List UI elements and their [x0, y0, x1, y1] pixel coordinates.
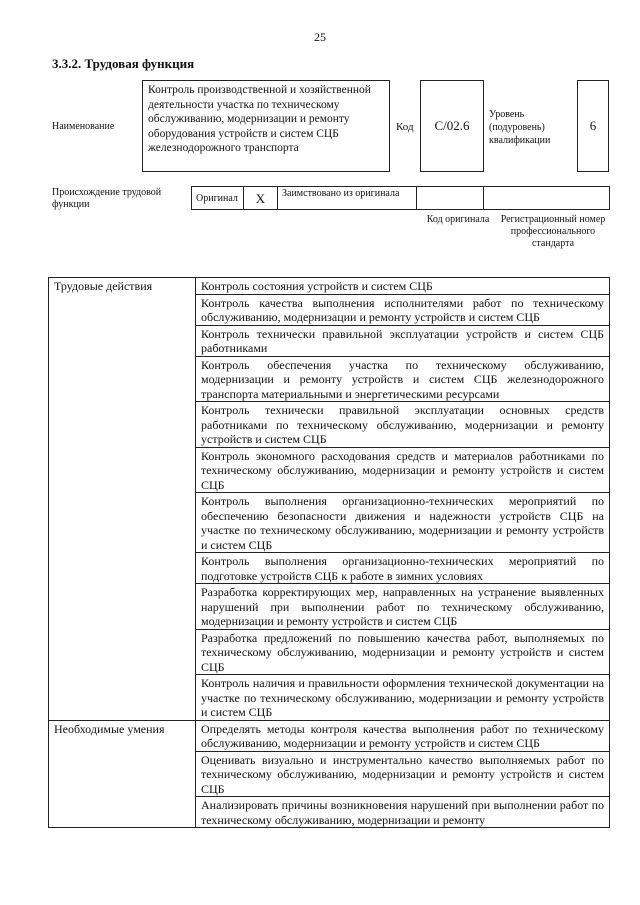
- table-cell: Разработка корректирующих мер, направленных на устранение выявленных нарушений при выполнении работ по техническому обслуживанию, модернизации и ремонту устройств и систем СЦБ: [196, 584, 610, 630]
- table-cell: Контроль выполнения организационно-технических мероприятий по обеспечению безопасности движения и надежности устройств СЦБ на участке по техническому обслуживанию, модернизации и ремонту устройств и систем СЦБ: [196, 493, 610, 553]
- table-cell: Контроль технически правильной эксплуатации устройств и систем СЦБ работниками: [196, 325, 610, 356]
- skills-label: Необходимые умения: [49, 720, 196, 828]
- origin-code-cell: [417, 187, 484, 209]
- labor-action-row: [49, 278, 610, 295]
- table-cell: Контроль обеспечения участка по техническому обслуживанию, модернизации и ремонту устройств и систем СЦБ железнодорожного транспорта материальными и энергетическими ресурсами: [196, 356, 610, 402]
- level-value: 6: [577, 80, 609, 172]
- table-cell: Контроль выполнения организационно-технических мероприятий по подготовке устройств СЦБ к работе в зимних условиях: [196, 553, 610, 584]
- function-table: [48, 277, 610, 828]
- table-cell: Оценивать визуально и инструментально качество выполняемых работ по техническому обслуживанию, модернизации и ремонту устройств и систем СЦБ: [196, 751, 610, 797]
- origin-row: [191, 186, 610, 210]
- borrowed-label: Заимствовано из оригинала: [278, 187, 417, 209]
- reg-number-caption: Регистрационный номер профессионального стандарта: [500, 214, 606, 249]
- code-label: Код: [396, 121, 414, 133]
- code-original-caption: Код оригинала: [426, 214, 490, 225]
- code-value: С/02.6: [420, 80, 484, 172]
- table-cell: Контроль состояния устройств и систем СЦБ: [196, 278, 610, 295]
- table-cell: Контроль экономного расходования средств и материалов работниками по техническому обслуживанию, модернизации и ремонту устройств и систем СЦБ: [196, 447, 610, 493]
- origin-reg-cell: [484, 187, 609, 209]
- original-label: Оригинал: [192, 187, 244, 209]
- name-label: Наименование: [52, 121, 115, 132]
- labor-actions-label: Трудовые действия: [49, 278, 196, 721]
- table-cell: Контроль технически правильной эксплуатации основных средств работниками по техническому обслуживанию, модернизации и ремонту устройств и систем СЦБ: [196, 402, 610, 448]
- section-title: 3.3.2. Трудовая функция: [52, 56, 195, 71]
- level-label: Уровень (подуровень) квалификации: [489, 109, 551, 146]
- original-mark: X: [244, 187, 278, 209]
- skill-row: [49, 720, 610, 751]
- page-number: 25: [314, 30, 326, 44]
- table-cell: Анализировать причины возникновения нарушений при выполнении работ по техническому обслуживанию, модернизации и ремонту: [196, 797, 610, 828]
- table-cell: Определять методы контроля качества выполнения работ по техническому обслуживанию, модернизации и ремонту устройств и систем СЦБ: [196, 720, 610, 751]
- function-name: Контроль производственной и хозяйственной деятельности участка по техническому обслуживанию, модернизации и ремонту оборудования устройств и систем СЦБ железнодорожного транспорта: [142, 80, 390, 172]
- table-cell: Контроль качества выполнения исполнителями работ по техническому обслуживанию, модернизации и ремонту устройств и систем СЦБ: [196, 294, 610, 325]
- origin-label: Происхождение трудовой функции: [52, 187, 162, 210]
- table-cell: Контроль наличия и правильности оформления технической документации на участке по техническому обслуживанию, модернизации и ремонту устройств и систем СЦБ: [196, 675, 610, 721]
- table-cell: Разработка предложений по повышению качества работ, выполняемых по техническому обслуживанию, модернизации и ремонту устройств и систем СЦБ: [196, 629, 610, 675]
